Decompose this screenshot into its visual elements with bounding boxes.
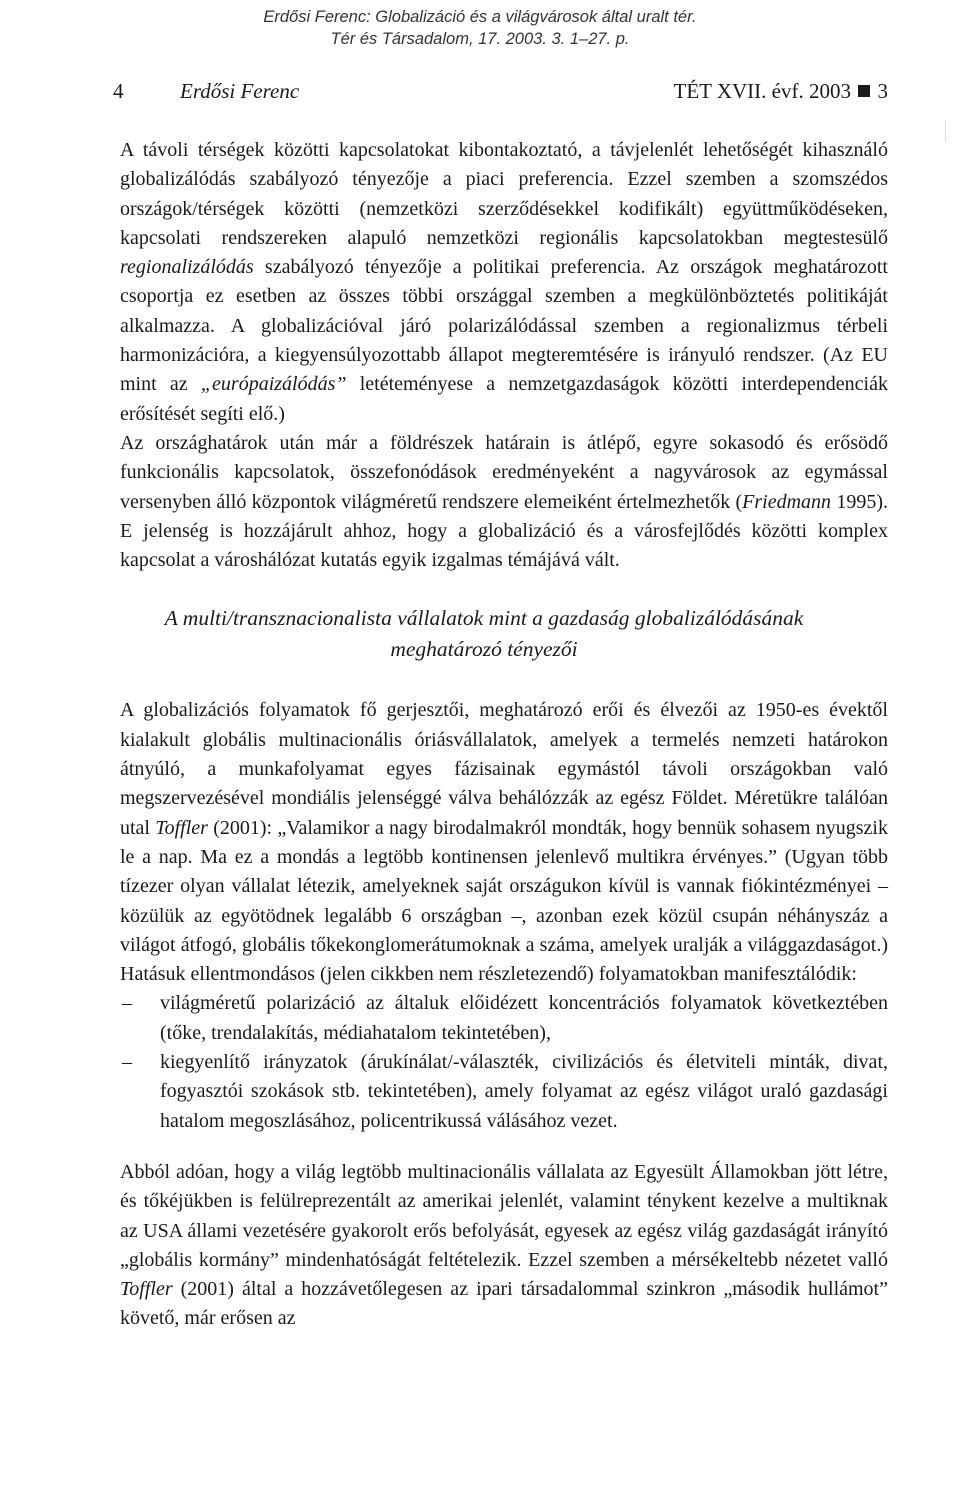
running-header <box>113 78 888 104</box>
author-citation: Toffler <box>155 816 208 839</box>
list-item <box>120 989 888 1048</box>
emphasis-term: „európaizálódás” <box>200 373 347 396</box>
paragraph-text: A távoli térségek közötti kapcsolatokat kibontakoztató, a távjelenlét lehetőségét kihasználó globalizálódás szabályozó tényezője a piaci preferencia. Ezzel szemben a szomszédos országok/térségek közötti (nemzetközi szerződésekkel kodifikált) együttműködéseken, kapcsolati rendszereken alapuló nemzetközi regionális kapcsolatokban megtestesülő <box>120 139 888 249</box>
emphasis-term: regionalizálódás <box>120 256 254 279</box>
journal-issue-number: 3 <box>877 79 888 103</box>
list-item <box>120 1048 888 1136</box>
paragraph-text: szabályozó tényezője a politikai preferencia. Az országok meghatározott csoportja ez esetben az összes többi országgal szemben a megkülönböztetés politikáját alkalmazza. A globalizációval járó polarizálódással szemben a regionalizmus térbeli harmonizációra, a kiegyensúlyozottabb állapot megteremtésére is irányuló rendszer. (Az EU mint az <box>120 256 888 396</box>
article-body <box>120 136 888 1334</box>
author-citation: Toffler <box>120 1278 173 1301</box>
paragraph <box>120 429 888 575</box>
paragraph <box>120 696 888 989</box>
running-header-journal <box>674 78 889 104</box>
paragraph-text: Abból adóan, hogy a világ legtöbb multinacionális vállalata az Egyesült Államokban jött létre, és tőkéjükben is felülreprezentált az amerikai jelenlét, valamint ténykent kezelve a multiknak az USA állami vezetésére gyakorolt erős befolyását, egyesek az egész világ gazdaságát irányító „globális kormány” mindenhatóságát feltételezik. Ezzel szemben a mérsékeltebb nézetet valló <box>120 1160 888 1271</box>
dash-bullet-icon: – <box>122 992 132 1015</box>
paragraph-text: A globalizációs folyamatok fő gerjesztői, meghatározó erői és élvezői az 1950-es évektől kialakult globális multinacionális óriásvállalatok, amelyek a termelés nemzeti határokon átnyúló, a munkafolyamat egyes fázisainak egymástól távoli országokban való megszervezésével mondiális jelenséggé válva behálózzák az egész Földet. Méretükre találóan utal <box>120 699 888 839</box>
dash-bullet-icon: – <box>122 1051 132 1074</box>
journal-issue: TÉT XVII. évf. 2003 <box>673 79 851 103</box>
bullet-list <box>120 989 888 1135</box>
paragraph <box>120 1158 888 1334</box>
citation-header <box>0 6 960 50</box>
scan-artifact <box>945 120 946 142</box>
paragraph-text: 1995). E jelenség is hozzájárult ahhoz, hogy a globalizáció és a városfejlődés közötti komplex kapcsolat a városhálózat kutatás egyik izgalmas témájává vált. <box>120 490 888 572</box>
paragraph-text: (2001): „Valamikor a nagy birodalmakról mondták, hogy bennük sohasem nyugszik le a nap. Ma ez a mondás a legtöbb kontinensen jelenlevő multikra érvényes.” (Ugyan több tízezer olyan vállalat létezik, amelyeknek saját országukon kívül is vannak fiókintézményei – közülük az egyötödnek legalább 6 országban –, azonban ezek közül csupán néhányszáz a világot átfogó, globális tőkekonglomerátumoknak a száma, amelyek uralják a világgazdaságot.) Hatásuk ellentmondásos (jelen cikkben nem részletezendő) folyamatokban manifesztálódik: <box>120 816 888 986</box>
paragraph-text: Az országhatárok után már a földrészek határain is átlépő, egyre sokasodó és erősödő funkcionális kapcsolatok, összefonódások eredményeként a nagyvárosok az egymással versenyben álló központok világméretű rendszere elemeiként értelmezhetők ( <box>120 431 888 513</box>
citation-line-1: Erdősi Ferenc: Globalizáció és a világvárosok által uralt tér. <box>263 8 697 26</box>
running-header-author: Erdősi Ferenc <box>180 79 300 103</box>
paragraph-text: (2001) által a hozzávetőlegesen az ipari társadalommal szinkron „második hullámot” követő, már erősen az <box>120 1278 888 1330</box>
square-bullet-icon <box>858 85 870 97</box>
list-item-text: világméretű polarizáció az általuk előidézett koncentrációs folyamatok következtében (tőke, trendalakítás, médiahatalom tekintetében), <box>160 992 888 1044</box>
paragraph <box>120 136 888 429</box>
author-citation: Friedmann <box>742 490 832 513</box>
paragraph-text: letéteményese a nemzetgazdaságok közötti interdependenciák erősítését segíti elő.) <box>120 373 888 425</box>
paragraph-gap <box>120 1136 888 1158</box>
section-title: A multi/transznacionalista vállalatok mint a gazdaság globalizálódásának meghatározó tényezői <box>164 606 804 662</box>
list-item-text: kiegyenlítő irányzatok (árukínálat/-választék, civilizációs és életviteli minták, divat, fogyasztói szokások stb. tekintetében), amely folyamat az egész világot uraló gazdasági hatalom megoszlásához, policentrikussá válásához vezet. <box>160 1051 888 1132</box>
citation-line-2: Tér és Társadalom, 17. 2003. 3. 1–27. p. <box>330 30 630 48</box>
page-number: 4 <box>113 79 124 103</box>
